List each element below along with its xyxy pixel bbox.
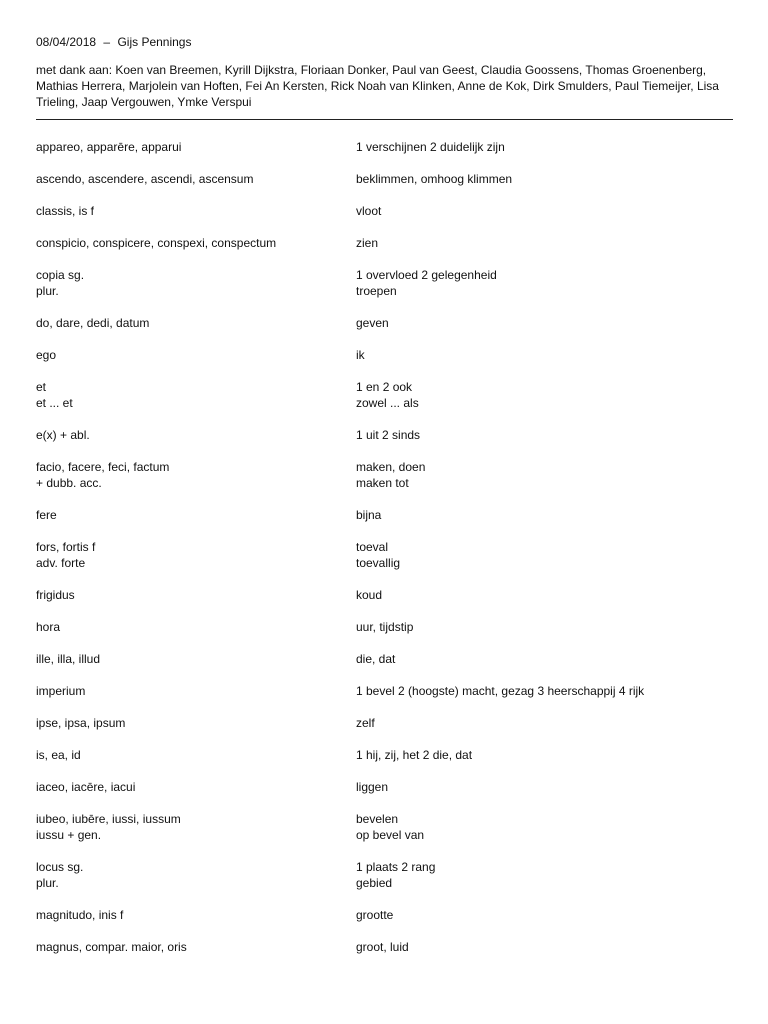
latin-line: appareo, apparēre, apparui: [36, 140, 182, 154]
dutch-line: toeval: [356, 540, 389, 554]
latin-line: locus sg.: [36, 860, 84, 874]
dutch-line: 1 verschijnen 2 duidelijk zijn: [356, 140, 505, 154]
dutch-translation: [356, 235, 733, 251]
dutch-line: zelf: [356, 716, 375, 730]
latin-term: [36, 939, 356, 955]
latin-term: [36, 171, 356, 187]
latin-line: fere: [36, 508, 57, 522]
dutch-translation: [356, 347, 733, 363]
dutch-translation: [356, 747, 733, 763]
latin-term: [36, 811, 356, 843]
vocab-entry: [36, 907, 733, 923]
acknowledgements: met dank aan: Koen van Breemen, Kyrill Dijkstra, Floriaan Donker, Paul van Geest, Claudia Goossens, Thomas Groenenberg, Mathias Herrera, Marjolein van Hoften, Fei An Kersten, Rick Noah van Klinken, Anne de Kok, Dirk Smulders, Paul Tiemeijer, Lisa Trieling, Jaap Vergouwen, Ymke Verspui: [36, 63, 719, 109]
latin-term: [36, 907, 356, 923]
latin-term: [36, 747, 356, 763]
dutch-translation: [356, 651, 733, 667]
dutch-line: vloot: [356, 204, 382, 218]
author: Gijs Pennings: [117, 35, 192, 49]
dutch-translation: [356, 811, 733, 843]
dutch-line: maken tot: [356, 476, 409, 490]
latin-term: [36, 779, 356, 795]
dutch-line: grootte: [356, 908, 394, 922]
latin-term: [36, 859, 356, 891]
latin-term: [36, 715, 356, 731]
latin-line: plur.: [36, 876, 59, 890]
latin-term: [36, 267, 356, 299]
latin-line: hora: [36, 620, 61, 634]
vocab-entry: [36, 459, 733, 491]
latin-line: fors, fortis f: [36, 540, 96, 554]
dutch-line: 1 overvloed 2 gelegenheid: [356, 268, 497, 282]
dutch-line: troepen: [356, 284, 397, 298]
latin-line: et: [36, 380, 47, 394]
vocab-entry: [36, 715, 733, 731]
dutch-line: op bevel van: [356, 828, 425, 842]
latin-line: do, dare, dedi, datum: [36, 316, 150, 330]
vocab-entry: [36, 811, 733, 843]
vocab-entry: [36, 683, 733, 699]
latin-line: classis, is f: [36, 204, 95, 218]
latin-line: frigidus: [36, 588, 75, 602]
vocab-entry: [36, 267, 733, 299]
dutch-translation: [356, 379, 733, 411]
latin-term: [36, 379, 356, 411]
latin-line: ascendo, ascendere, ascendi, ascensum: [36, 172, 254, 186]
dutch-translation: [356, 907, 733, 923]
document-header: [36, 34, 733, 50]
vocab-entry: [36, 779, 733, 795]
latin-term: [36, 459, 356, 491]
vocab-entry: [36, 347, 733, 363]
dutch-translation: [356, 779, 733, 795]
divider: [36, 119, 733, 120]
latin-term: [36, 203, 356, 219]
vocab-entry: [36, 315, 733, 331]
vocab-entry: [36, 171, 733, 187]
dutch-translation: [356, 587, 733, 603]
latin-line: iussu + gen.: [36, 828, 102, 842]
dutch-line: 1 plaats 2 rang: [356, 860, 436, 874]
latin-line: plur.: [36, 284, 59, 298]
dutch-translation: [356, 459, 733, 491]
latin-line: conspicio, conspicere, conspexi, conspectum: [36, 236, 277, 250]
vocab-entry: [36, 507, 733, 523]
dutch-translation: [356, 859, 733, 891]
latin-term: [36, 619, 356, 635]
dutch-line: zien: [356, 236, 379, 250]
latin-line: ipse, ipsa, ipsum: [36, 716, 126, 730]
dutch-line: 1 en 2 ook: [356, 380, 413, 394]
vocab-entry: [36, 619, 733, 635]
dutch-line: bevelen: [356, 812, 399, 826]
latin-term: [36, 427, 356, 443]
date: 08/04/2018: [36, 35, 97, 49]
dutch-line: gebied: [356, 876, 393, 890]
dutch-line: koud: [356, 588, 383, 602]
dutch-line: beklimmen, omhoog klimmen: [356, 172, 513, 186]
separator: –: [103, 35, 111, 49]
latin-line: ego: [36, 348, 57, 362]
latin-term: [36, 651, 356, 667]
dutch-translation: [356, 315, 733, 331]
dutch-translation: [356, 267, 733, 299]
latin-line: ille, illa, illud: [36, 652, 101, 666]
dutch-translation: [356, 203, 733, 219]
latin-line: copia sg.: [36, 268, 85, 282]
dutch-translation: [356, 139, 733, 155]
latin-term: [36, 587, 356, 603]
latin-line: facio, facere, feci, factum: [36, 460, 170, 474]
vocab-entry: [36, 939, 733, 955]
dutch-line: uur, tijdstip: [356, 620, 414, 634]
dutch-line: 1 hij, zij, het 2 die, dat: [356, 748, 473, 762]
latin-line: iaceo, iacēre, iacui: [36, 780, 136, 794]
dutch-line: bijna: [356, 508, 382, 522]
dutch-translation: [356, 619, 733, 635]
latin-line: magnitudo, inis f: [36, 908, 124, 922]
dutch-line: liggen: [356, 780, 389, 794]
dutch-translation: [356, 427, 733, 443]
latin-line: is, ea, id: [36, 748, 81, 762]
dutch-translation: [356, 539, 733, 571]
dutch-line: maken, doen: [356, 460, 426, 474]
vocabulary-list: [36, 139, 733, 955]
latin-line: e(x) + abl.: [36, 428, 90, 442]
vocab-entry: [36, 651, 733, 667]
latin-term: [36, 235, 356, 251]
dutch-line: geven: [356, 316, 389, 330]
dutch-translation: [356, 507, 733, 523]
latin-term: [36, 315, 356, 331]
latin-term: [36, 347, 356, 363]
dutch-line: ik: [356, 348, 365, 362]
dutch-line: toevallig: [356, 556, 401, 570]
vocab-entry: [36, 539, 733, 571]
dutch-line: 1 uit 2 sinds: [356, 428, 421, 442]
latin-line: adv. forte: [36, 556, 86, 570]
dutch-line: zowel ... als: [356, 396, 419, 410]
document-page: [36, 34, 733, 971]
latin-line: imperium: [36, 684, 86, 698]
latin-line: + dubb. acc.: [36, 476, 102, 490]
dutch-translation: [356, 939, 733, 955]
dutch-translation: [356, 715, 733, 731]
dutch-line: groot, luid: [356, 940, 409, 954]
latin-line: et ... et: [36, 396, 73, 410]
vocab-entry: [36, 203, 733, 219]
latin-term: [36, 539, 356, 571]
vocab-entry: [36, 747, 733, 763]
vocab-entry: [36, 379, 733, 411]
dutch-line: die, dat: [356, 652, 396, 666]
latin-term: [36, 507, 356, 523]
vocab-entry: [36, 139, 733, 155]
vocab-entry: [36, 859, 733, 891]
latin-term: [36, 139, 356, 155]
vocab-entry: [36, 235, 733, 251]
vocab-entry: [36, 587, 733, 603]
dutch-translation: [356, 683, 733, 699]
latin-line: iubeo, iubēre, iussi, iussum: [36, 812, 181, 826]
dutch-line: 1 bevel 2 (hoogste) macht, gezag 3 heerschappij 4 rijk: [356, 684, 645, 698]
latin-term: [36, 683, 356, 699]
latin-line: magnus, compar. maior, oris: [36, 940, 187, 954]
vocab-entry: [36, 427, 733, 443]
dutch-translation: [356, 171, 733, 187]
